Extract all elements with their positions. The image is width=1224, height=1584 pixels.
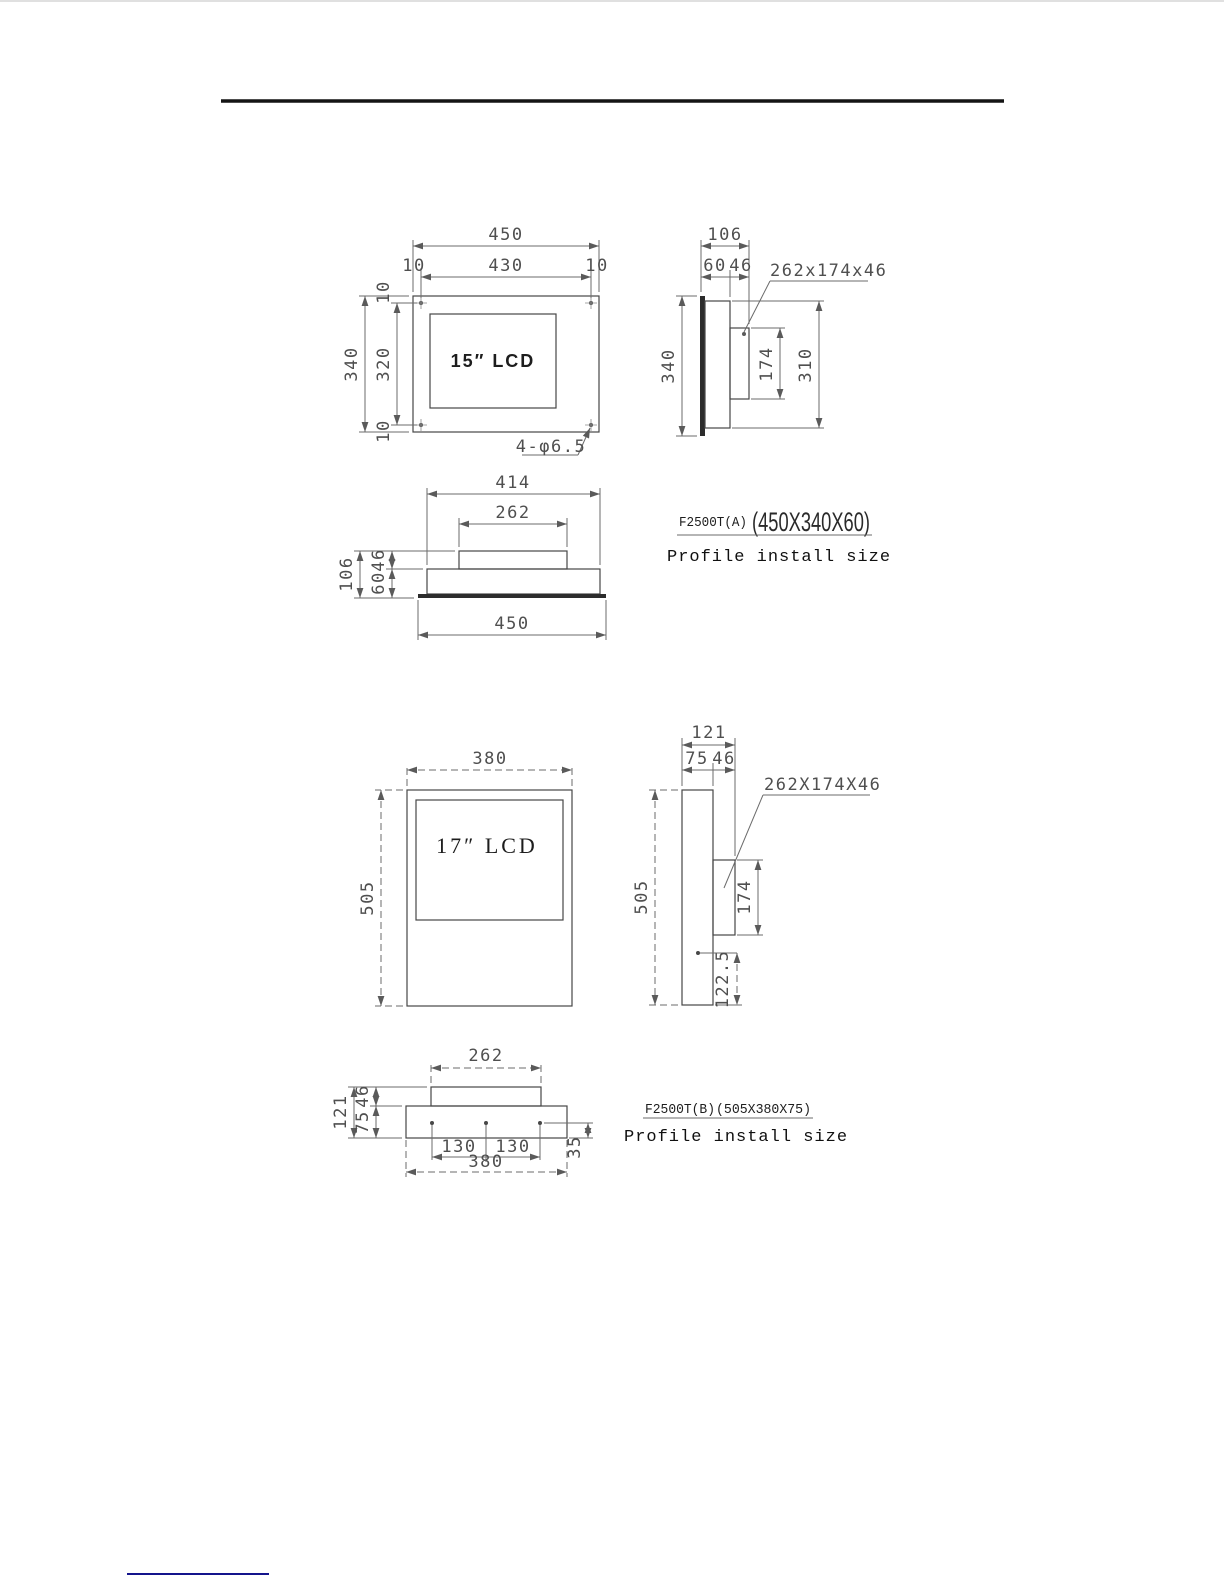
b-side-box-outline: [713, 860, 735, 935]
a-dim-panel-width: 450: [494, 614, 530, 634]
a-dim-hole-offset-bottom: 10: [374, 419, 394, 443]
b-dim-hole-spacing-right: 130: [495, 1137, 531, 1157]
a-holes-note: 4-φ6.5: [515, 437, 587, 457]
a-dim-height-total: 340: [342, 346, 362, 382]
b-dim-panel-width: 380: [468, 1152, 504, 1172]
b-dim-hole-edge-offset: 35: [565, 1135, 585, 1159]
a-bottom-front-plate: [418, 594, 606, 598]
b-side-body-outline: [682, 790, 713, 1005]
a-front-view: [342, 225, 609, 457]
a-bottom-body-outline: [427, 569, 600, 594]
a-dim-body-width: 414: [495, 473, 531, 493]
a-bottom-dim-box-depth: 46: [369, 548, 389, 572]
b-lcd-screen-outline: [416, 800, 563, 920]
a-caption: Profile install size: [667, 548, 892, 567]
b-side-mounting-hole: [696, 951, 700, 955]
a-side-body-outline: [705, 301, 730, 428]
a-side-dim-body-height: 310: [796, 347, 816, 383]
a-dim-body-depth: 60: [703, 256, 727, 276]
drawing-b: [331, 723, 881, 1177]
a-side-dim-box-height: 174: [757, 346, 777, 382]
b-bottom-dim-depth-total: 121: [331, 1094, 351, 1130]
a-dim-hole-offset-top: 10: [374, 280, 394, 304]
a-dim-height-between-holes: 320: [374, 346, 394, 382]
a-side-view: [659, 225, 887, 436]
b-box-size-label: 262X174X46: [764, 775, 882, 795]
a-side-front-plate: [700, 296, 705, 436]
a-side-dim-height: 340: [659, 348, 679, 384]
b-bottom-box-outline: [431, 1087, 541, 1106]
b-caption: Profile install size: [624, 1128, 849, 1147]
a-overall-size-label: (450X340X60): [752, 507, 870, 537]
a-side-box-outline: [730, 328, 749, 399]
b-dim-height-total: 505: [358, 880, 378, 916]
a-bottom-dim-depth-total: 106: [337, 556, 357, 592]
b-side-dim-box-height: 174: [735, 879, 755, 915]
a-box-size-label: 262x174x46: [770, 261, 888, 281]
b-side-dim-height: 505: [632, 879, 652, 915]
b-side-view: [632, 723, 881, 1008]
a-dim-hole-offset-left: 10: [402, 256, 426, 276]
b-dim-hole-spacing-left: 130: [441, 1137, 477, 1157]
b-front-view: [358, 749, 572, 1006]
b-bottom-dim-box-depth: 46: [353, 1084, 373, 1108]
b-lcd-label: 17″ LCD: [436, 833, 538, 858]
b-title-block: [624, 1102, 848, 1147]
b-dim-depth-total: 121: [691, 723, 727, 743]
b-dim-width-total: 380: [472, 749, 508, 769]
a-bottom-box-outline: [459, 551, 567, 569]
b-side-dim-hole-from-bottom: 122.5: [713, 949, 733, 1009]
a-dim-hole-offset-right: 10: [585, 256, 609, 276]
a-bottom-dim-body-depth: 60: [369, 571, 389, 595]
a-lcd-label: 15″ LCD: [450, 351, 536, 371]
b-bottom-view: [331, 1046, 593, 1177]
a-dim-depth-total: 106: [707, 225, 743, 245]
a-dim-width-total: 450: [488, 225, 524, 245]
a-model-label: F2500T(A): [679, 515, 747, 531]
a-dim-width-between-holes: 430: [488, 256, 524, 276]
a-bottom-dimension-lines: [354, 488, 606, 640]
b-front-panel-outline: [407, 790, 572, 1006]
a-title-block: [667, 507, 891, 567]
b-bottom-dim-body-depth: 75: [353, 1110, 373, 1134]
a-dim-box-width: 262: [495, 503, 531, 523]
b-overall-size-label: (505X380X75): [716, 1102, 811, 1118]
drawing-a: [337, 225, 891, 640]
a-front-dimension-lines: [359, 240, 599, 455]
b-model-label: F2500T(B): [645, 1102, 715, 1118]
b-dim-box-depth: 46: [712, 749, 736, 769]
a-dim-box-depth: 46: [729, 256, 753, 276]
b-dim-body-depth: 75: [685, 749, 709, 769]
b-dim-box-width: 262: [468, 1046, 504, 1066]
a-bottom-view: [337, 473, 606, 640]
